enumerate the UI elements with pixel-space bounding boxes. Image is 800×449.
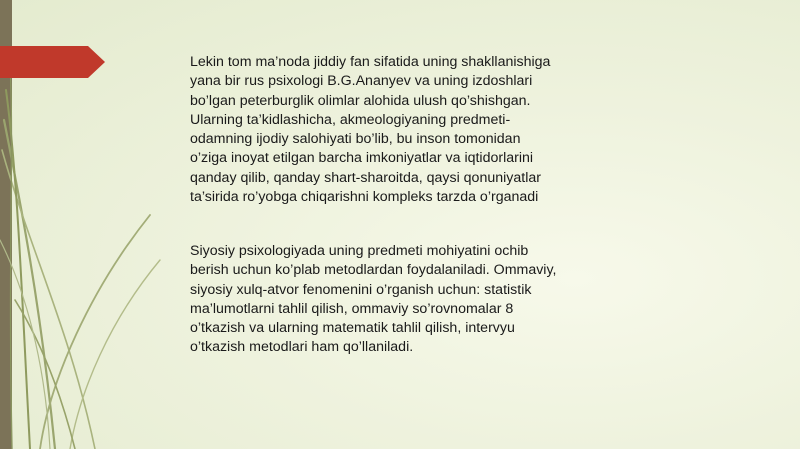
paragraph-akmeologiya: Lekin tom ma’noda jiddiy fan sifatida uning shakllanishiga yana bir rus psixologi B.G.Ananyev va uning izdoshlari bo’lgan peterburglik olimlar alohida ulush qo’shishgan. Ularning ta’kidlashicha, akmeologiyaning predmeti- odamning ijodiy salohiyati bo’lib, bu inson tomonidan o’ziga inoyat etilgan barcha imkoniyatlar va iqtidorlarini qanday qilib, qanday shart-sharoitda, qaysi qonuniyatlar ta’sirida ro’yobga chiqarishni kompleks tarzda o’rganadi xyxy=(190,54,551,206)
paragraph-siyosiy-psixologiya: Siyosiy psixologiyada uning predmeti mohiyatini ochib berish uchun ko’plab metodlardan foydalaniladi. Ommaviy, siyosiy xulq-atvor fenomenini o’rganish uchun: statistik ma’lumotlarni tahlil qilish, ommaviy so’rovnomalar 8 o’tkazish va ularning matematik tahlil qilish, intervyu o’tkazish metodlari ham qo’llaniladi. xyxy=(190,243,557,356)
arrow-marker-icon xyxy=(0,46,105,78)
